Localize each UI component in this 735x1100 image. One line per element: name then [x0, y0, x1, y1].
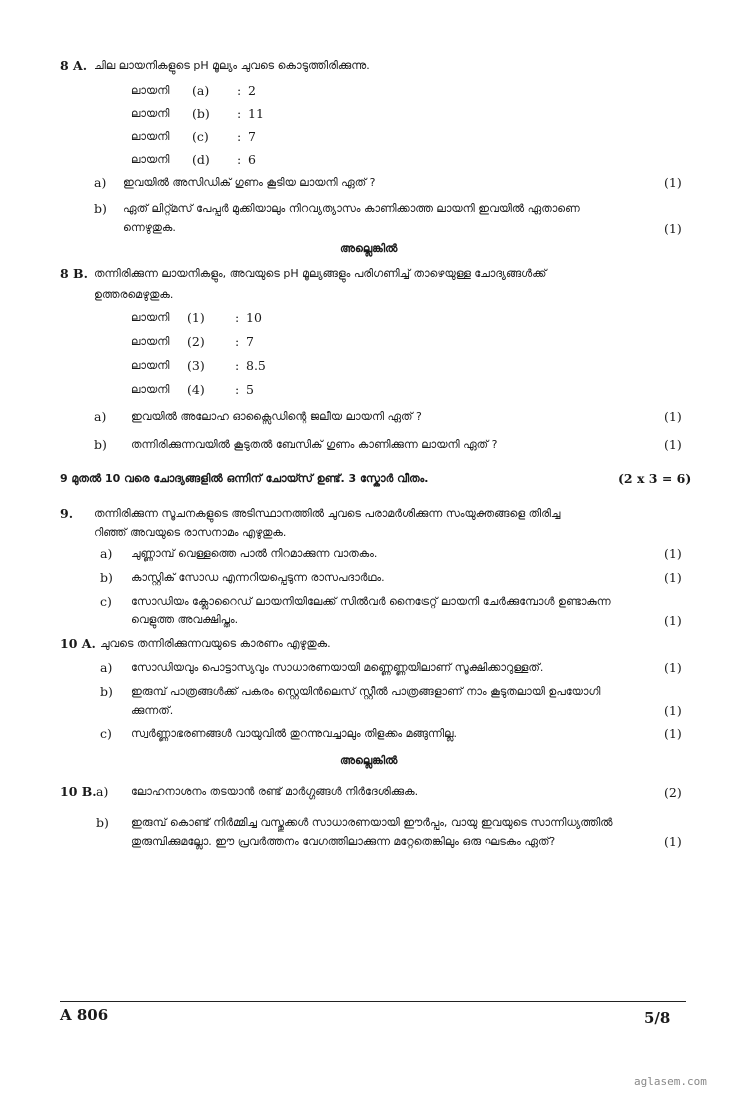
q8a-number: 8 A.: [60, 58, 88, 73]
q8b-b-label: b): [94, 437, 107, 452]
q10a-a-text: സോഡിയവും പൊട്ടാസ്യവും സാധാരണയായി മണ്ണെണ്ണയിലാണ് സൂക്ഷിക്കാറുള്ളത്.: [131, 661, 544, 674]
q9-b-label: b): [100, 570, 113, 585]
table-sep: :: [235, 310, 240, 325]
footer-rule: [60, 1001, 686, 1002]
q9-a-label: a): [100, 546, 113, 561]
table-sep: :: [237, 83, 242, 98]
q8b-line1: തന്നിരിക്കുന്ന ലായനികളും, അവയുടെ pH മൂല്യങ്ങളും പരിഗണിച്ച് താഴെയുള്ള ചോദ്യങ്ങൾക്ക്: [94, 267, 547, 280]
q10b-b-label: b): [96, 815, 109, 830]
q9-number: 9.: [60, 506, 74, 521]
q8b-b-text: തന്നിരിക്കുന്നവയിൽ കൂടുതൽ ബേസിക് ഗുണം കാണിക്കുന്ന ലായനി ഏത് ?: [131, 438, 498, 451]
table-sep: :: [237, 152, 242, 167]
table-label: ലായനി: [131, 130, 170, 143]
table-sep: :: [235, 334, 240, 349]
q10b-a-text: ലോഹനാശനം തടയാൻ രണ്ട് മാർഗ്ഗങ്ങൾ നിർദേശിക്കുക.: [131, 785, 419, 798]
q9-c-line2: വെളുത്ത അവക്ഷിപ്തം.: [131, 613, 239, 626]
q9-c-line1: സോഡിയം ക്ലോറൈഡ് ലായനിയിലേക്ക് സിൽവർ നൈട്രേറ്റ് ലായനി ചേർക്കുമ്പോൾ ഉണ്ടാകുന്ന: [131, 595, 611, 608]
q10a-c-text: സ്വർണ്ണാഭരണങ്ങൾ വായുവിൽ തുറന്നുവച്ചാലും തിളക്കം മങ്ങുന്നില്ല.: [131, 727, 458, 740]
q10a-a-marks: (1): [664, 660, 682, 675]
q8b-b-marks: (1): [664, 437, 682, 452]
q8a-b-label: b): [94, 201, 107, 216]
q8a-b-line2: ന്നെഴുതുക.: [123, 221, 176, 234]
q10a-b-line1: ഇരുമ്പ് പാത്രങ്ങൾക്ക് പകരം സ്റ്റെയിൻലെസ് സ്റ്റീൽ പാത്രങ്ങളാണ് നാം കൂടുതലായി ഉപയോഗി: [131, 685, 601, 698]
q8a-stem: ചില ലായനികളുടെ pH മൂല്യം ചുവടെ കൊടുത്തിരിക്കുന്നു.: [94, 59, 370, 72]
q8a-a-label: a): [94, 175, 107, 190]
table-sep: :: [237, 106, 242, 121]
q8b-line2: ഉത്തരമെഴുതുക.: [94, 288, 174, 301]
table-value: 7: [248, 129, 256, 144]
or-separator: അല്ലെങ്കിൽ: [340, 754, 398, 767]
table-id: (a): [192, 83, 210, 98]
table-value: 7: [246, 334, 254, 349]
table-label: ലായനി: [131, 383, 170, 396]
q9-line2: റിഞ്ഞ് അവയുടെ രാസനാമം എഴുതുക.: [94, 526, 287, 539]
table-value: 8.5: [246, 358, 266, 373]
q10a-c-marks: (1): [664, 726, 682, 741]
table-id: (b): [192, 106, 210, 121]
watermark: aglasem.com: [634, 1075, 707, 1088]
q9-a-text: ചുണ്ണാമ്പ് വെള്ളത്തെ പാൽ നിറമാക്കുന്ന വാതകം.: [131, 547, 378, 560]
table-value: 10: [246, 310, 262, 325]
q10a-b-line2: ക്കുന്നത്.: [131, 704, 174, 717]
table-value: 6: [248, 152, 256, 167]
table-id: (4): [187, 382, 205, 397]
q10b-b-marks: (1): [664, 834, 682, 849]
table-label: ലായനി: [131, 311, 170, 324]
q10b-a-label: a): [96, 784, 109, 799]
table-value: 2: [248, 83, 256, 98]
table-id: (3): [187, 358, 205, 373]
q10a-b-marks: (1): [664, 703, 682, 718]
q10b-number: 10 B.: [60, 784, 97, 799]
table-label: ലായനി: [131, 335, 170, 348]
q10a-b-label: b): [100, 684, 113, 699]
q9-c-label: c): [100, 594, 112, 609]
table-label: ലായനി: [131, 107, 170, 120]
q8b-a-label: a): [94, 409, 107, 424]
table-label: ലായനി: [131, 359, 170, 372]
q10a-stem: ചുവടെ തന്നിരിക്കുന്നവയുടെ കാരണം എഴുതുക.: [100, 637, 331, 650]
table-id: (2): [187, 334, 205, 349]
table-value: 11: [248, 106, 264, 121]
table-id: (1): [187, 310, 205, 325]
q8a-a-marks: (1): [664, 175, 682, 190]
q9-b-text: കാസ്റ്റിക് സോഡ എന്നറിയപ്പെടുന്ന രാസപദാർഥം.: [131, 571, 385, 584]
table-sep: :: [235, 382, 240, 397]
q8a-b-line1: ഏത് ലിറ്റ്മസ് പേപ്പർ മുക്കിയാലും നിറവ്യത്യാസം കാണിക്കാത്ത ലായനി ഇവയിൽ ഏതാണെ: [123, 202, 580, 215]
paper-code: A 806: [60, 1006, 109, 1024]
q10b-a-marks: (2): [664, 785, 682, 800]
q10a-a-label: a): [100, 660, 113, 675]
table-label: ലായനി: [131, 153, 170, 166]
section-instruction: 9 മുതൽ 10 വരെ ചോദ്യങ്ങളിൽ ഒന്നിന് ചോയ്സ് ഉണ്ട്. 3 സ്കോർ വീതം.: [60, 472, 429, 485]
table-sep: :: [237, 129, 242, 144]
q10b-b-line1: ഇരുമ്പ് കൊണ്ട് നിർമ്മിച്ച വസ്തുക്കൾ സാധാരണയായി ഈർപ്പം, വായു ഇവയുടെ സാന്നിധ്യത്തിൽ: [131, 816, 613, 829]
or-separator: അല്ലെങ്കിൽ: [340, 242, 398, 255]
q8b-a-text: ഇവയിൽ അലോഹ ഓക്സൈഡിന്റെ ജലീയ ലായനി ഏത് ?: [131, 410, 422, 423]
q9-b-marks: (1): [664, 570, 682, 585]
table-label: ലായനി: [131, 84, 170, 97]
section-marks: (2 x 3 = 6): [618, 471, 692, 486]
q10a-number: 10 A.: [60, 636, 96, 651]
table-id: (d): [192, 152, 210, 167]
q8b-number: 8 B.: [60, 266, 88, 281]
q9-c-marks: (1): [664, 613, 682, 628]
page-number: 5/8: [644, 1009, 671, 1027]
q10b-b-line2: തുരുമ്പിക്കുമല്ലോ. ഈ പ്രവർത്തനം വേഗത്തിലാക്കുന്ന മറ്റേതെങ്കിലും ഒരു ഘടകം ഏത്?: [131, 835, 556, 848]
q9-line1: തന്നിരിക്കുന്ന സൂചനകളുടെ അടിസ്ഥാനത്തിൽ ചുവടെ പരാമർശിക്കുന്ന സംയുക്തങ്ങളെ തിരിച്ച: [94, 507, 561, 520]
q8b-a-marks: (1): [664, 409, 682, 424]
q9-a-marks: (1): [664, 546, 682, 561]
q8a-a-text: ഇവയിൽ അസിഡിക് ഗുണം കൂടിയ ലായനി ഏത് ?: [123, 176, 376, 189]
table-id: (c): [192, 129, 209, 144]
table-sep: :: [235, 358, 240, 373]
table-value: 5: [246, 382, 254, 397]
q8a-b-marks: (1): [664, 221, 682, 236]
q10a-c-label: c): [100, 726, 112, 741]
